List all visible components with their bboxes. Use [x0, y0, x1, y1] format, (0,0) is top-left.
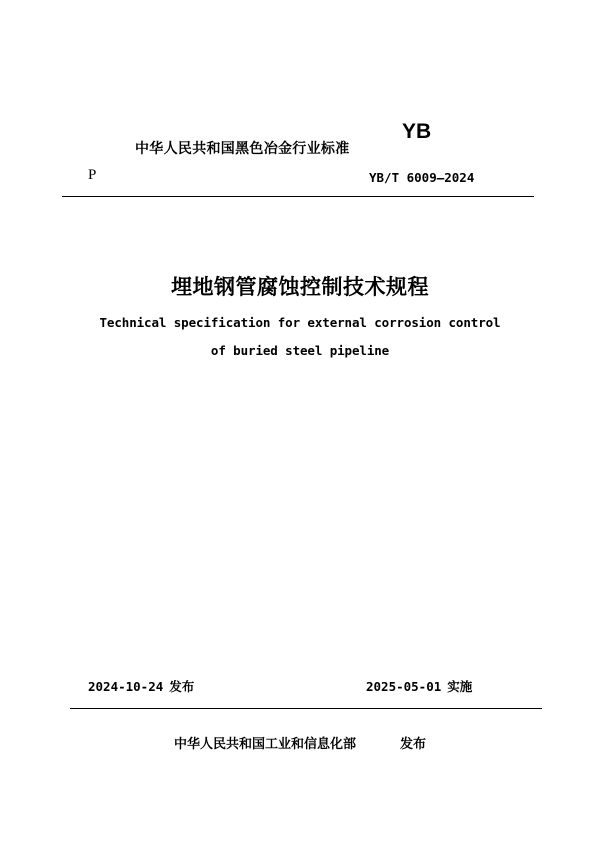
publisher: 中华人民共和国工业和信息化部: [174, 737, 357, 752]
implementation-label: 实施: [447, 679, 473, 694]
title-english-line1: Technical specification for external corrosion control: [99, 315, 501, 330]
title-english-line2: of buried steel pipeline: [210, 343, 390, 358]
standard-number: YB/T 6009—2024: [369, 170, 475, 185]
issue-date: 2024-10-24: [88, 679, 164, 694]
issue-date-block: [88, 677, 194, 695]
title-chinese: 埋地钢管腐蚀控制技术规程: [171, 275, 429, 299]
top-divider: [62, 196, 534, 197]
bottom-divider: [70, 708, 542, 709]
published-label: 发布: [400, 737, 427, 752]
yb-logo: YB: [402, 120, 432, 143]
standard-category: 中华人民共和国黑色冶金行业标准: [135, 141, 350, 157]
issue-label: 发布: [169, 679, 195, 694]
implementation-date: 2025-05-01: [366, 679, 442, 694]
implementation-date-block: [366, 677, 472, 695]
ics-class-code: P: [88, 167, 97, 183]
